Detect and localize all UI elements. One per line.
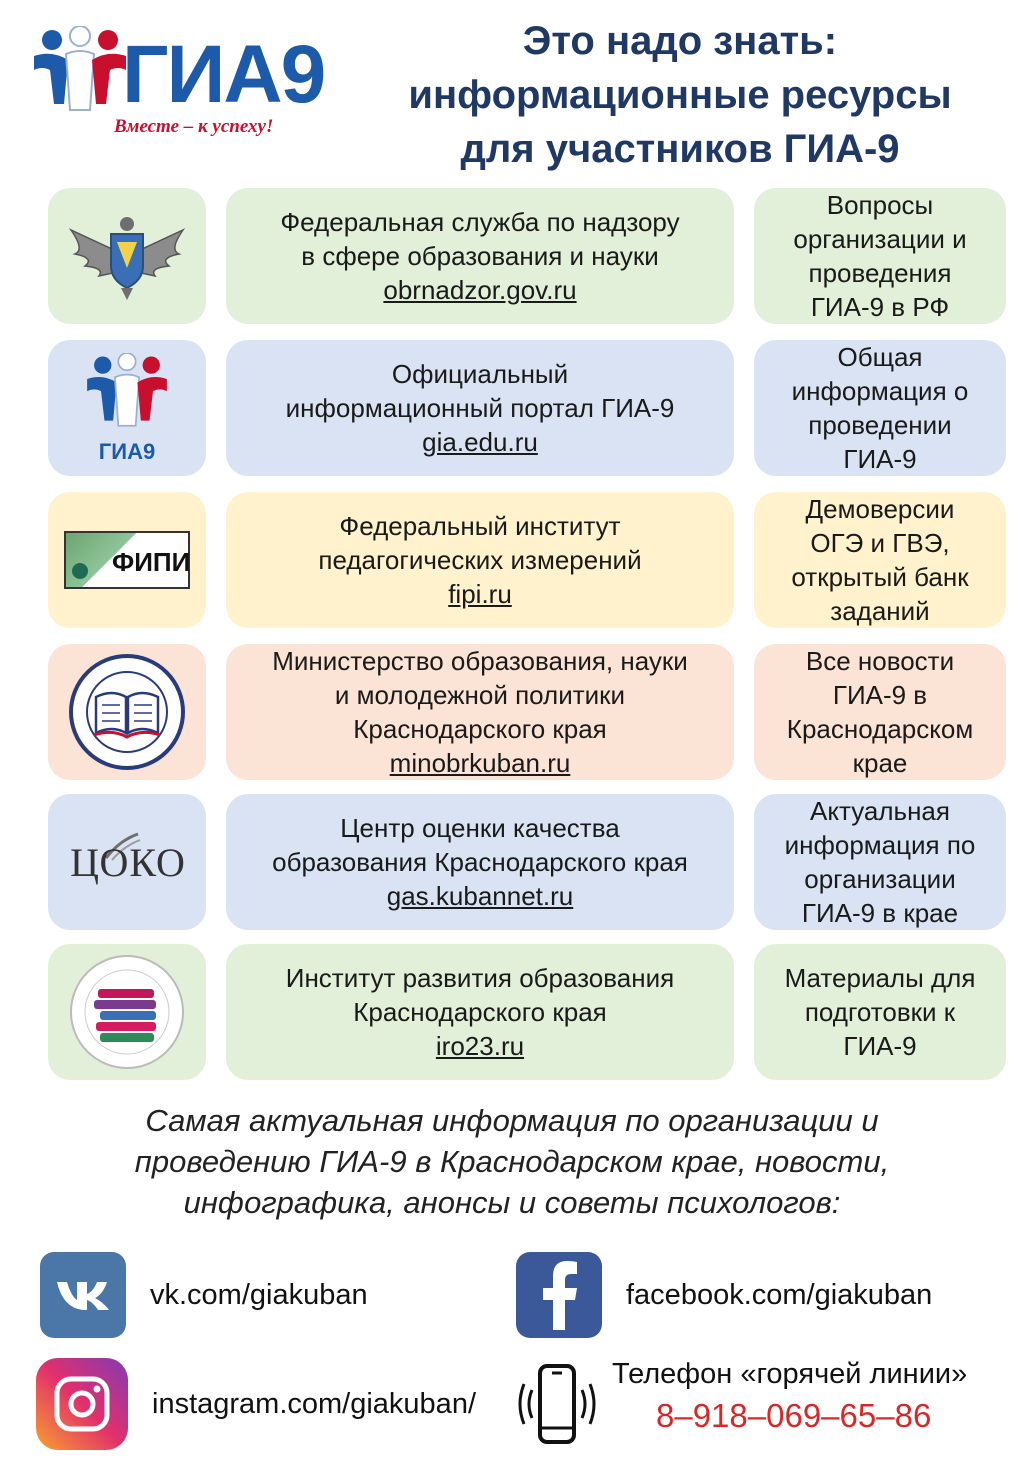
resource-purpose <box>754 644 1006 780</box>
resource-logo-cell <box>48 340 206 476</box>
resource-logo-cell <box>48 794 206 930</box>
purpose-line: Общая <box>837 342 923 372</box>
vk-icon[interactable] <box>40 1252 126 1338</box>
ministry-seal-icon <box>68 653 186 771</box>
purpose-line: организации и <box>793 224 967 254</box>
resource-link[interactable]: fipi.ru <box>448 579 512 609</box>
resource-name-line: Краснодарского края <box>353 714 607 744</box>
purpose-line: Краснодарском <box>786 714 974 744</box>
purpose-line: ГИА-9 <box>843 444 917 474</box>
page-title <box>350 14 1010 176</box>
phone-icon <box>510 1362 604 1451</box>
resource-name-line: Краснодарского края <box>353 997 607 1027</box>
purpose-line: ГИА-9 в РФ <box>810 292 950 322</box>
purpose-line: информация о <box>791 376 969 406</box>
resource-description <box>226 794 734 930</box>
resource-description <box>226 492 734 628</box>
logo-text: ГИА9 <box>122 29 325 120</box>
purpose-line: Демоверсии <box>805 494 955 524</box>
gia9-logo-label: ГИА9 <box>98 439 156 464</box>
facebook-link[interactable]: facebook.com/giakuban <box>626 1278 933 1311</box>
purpose-line: Вопросы <box>826 190 934 220</box>
rosobrnadzor-emblem-icon <box>65 210 189 302</box>
gia9-figures-icon <box>30 26 130 116</box>
resource-purpose <box>754 794 1006 930</box>
resource-row-iro <box>48 944 1008 1080</box>
instagram-link[interactable]: instagram.com/giakuban/ <box>152 1387 476 1420</box>
resource-name-line: Министерство образования, науки <box>272 646 688 676</box>
purpose-line: Все новости <box>805 646 955 676</box>
resource-purpose <box>754 188 1006 324</box>
resource-link[interactable]: iro23.ru <box>435 1031 525 1061</box>
gia9-header-logo <box>30 22 330 147</box>
resource-purpose <box>754 944 1006 1080</box>
instagram-icon[interactable] <box>36 1358 128 1450</box>
resource-name-line: Центр оценки качества <box>340 813 620 843</box>
resource-link[interactable]: obrnadzor.gov.ru <box>383 275 577 305</box>
purpose-line: открытый банк <box>791 562 969 592</box>
resource-logo-cell <box>48 644 206 780</box>
purpose-line: ГИА-9 <box>843 1031 917 1061</box>
resource-name-line: информационный портал ГИА-9 <box>285 393 675 423</box>
purpose-line: заданий <box>830 596 930 626</box>
fipi-logo-icon <box>64 531 190 589</box>
resource-name-line: Институт развития образования <box>285 963 675 993</box>
resource-name-line: Федеральная служба по надзору <box>280 207 680 237</box>
fipi-logo-label: ФИПИ <box>112 547 191 577</box>
footer-line: Самая актуальная информация по организации и <box>145 1103 879 1138</box>
purpose-line: крае <box>852 748 908 778</box>
resource-logo-cell <box>48 188 206 324</box>
instagram-contact <box>36 1358 476 1450</box>
resource-description <box>226 340 734 476</box>
resource-description <box>226 644 734 780</box>
resource-row-tsoko <box>48 794 1008 930</box>
resource-link[interactable]: gia.edu.ru <box>422 427 538 457</box>
resource-name-line: Официальный <box>391 359 569 389</box>
purpose-line: подготовки к <box>804 997 956 1027</box>
purpose-line: ГИА-9 в <box>832 680 928 710</box>
logo-tagline: Вместе – к успеху! <box>114 116 274 137</box>
hotline-number[interactable]: 8–918–069–65–86 <box>656 1397 932 1434</box>
header <box>0 0 1024 180</box>
resource-link[interactable]: gas.kubannet.ru <box>386 881 574 911</box>
resource-logo-cell <box>48 944 206 1080</box>
footer-note <box>60 1100 964 1223</box>
purpose-line: Материалы для <box>784 963 976 993</box>
resource-name-line: Федеральный институт <box>339 511 621 541</box>
footer-line: инфографика, анонсы и советы психологов: <box>183 1185 841 1220</box>
tsoko-logo-label: ЦОКО <box>70 840 186 885</box>
resource-name-line: в сфере образования и науки <box>301 241 659 271</box>
resource-purpose <box>754 492 1006 628</box>
resource-link[interactable]: minobrkuban.ru <box>389 748 571 778</box>
title-line: для участников ГИА-9 <box>460 127 900 171</box>
resource-name-line: образования Краснодарского края <box>272 847 688 877</box>
purpose-line: ОГЭ и ГВЭ, <box>810 528 950 558</box>
resource-name-line: и молодежной политики <box>334 680 626 710</box>
purpose-line: проведения <box>808 258 952 288</box>
purpose-line: организации <box>804 864 956 894</box>
purpose-line: Актуальная <box>809 796 950 826</box>
facebook-icon[interactable] <box>516 1252 602 1338</box>
title-line: Это надо знать: <box>522 19 838 63</box>
resource-row-fipi <box>48 492 1008 628</box>
vk-contact <box>40 1252 368 1338</box>
purpose-line: ГИА-9 в крае <box>801 898 959 928</box>
resource-description <box>226 188 734 324</box>
hotline <box>612 1358 1002 1435</box>
title-line: информационные ресурсы <box>408 73 952 117</box>
resource-name-line: педагогических измерений <box>318 545 642 575</box>
purpose-line: информация по <box>784 830 976 860</box>
resource-logo-cell <box>48 492 206 628</box>
resource-description <box>226 944 734 1080</box>
resource-row-minobr <box>48 644 1008 780</box>
purpose-line: проведении <box>808 410 952 440</box>
iro-books-seal-icon <box>68 953 186 1071</box>
tsoko-logo-icon <box>58 832 196 892</box>
facebook-contact <box>516 1252 932 1338</box>
vk-link[interactable]: vk.com/giakuban <box>150 1278 368 1311</box>
gia9-logo-icon <box>77 353 177 431</box>
resource-row-rosobrnadzor <box>48 188 1008 324</box>
resource-purpose <box>754 340 1006 476</box>
hotline-label: Телефон «горячей линии» <box>612 1358 968 1390</box>
footer-line: проведению ГИА-9 в Краснодарском крае, новости, <box>134 1144 890 1179</box>
resource-row-gia <box>48 340 1008 476</box>
